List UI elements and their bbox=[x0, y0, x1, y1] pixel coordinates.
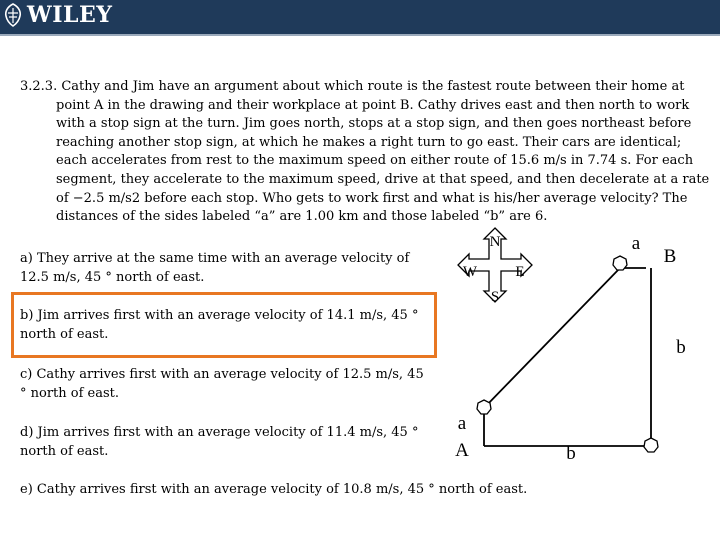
wiley-logo bbox=[2, 2, 112, 28]
cathy-route bbox=[484, 268, 651, 446]
label-point-a: A bbox=[455, 440, 469, 461]
label-point-b: B bbox=[663, 246, 677, 267]
header-divider bbox=[0, 34, 720, 36]
stop-sign-icon bbox=[477, 400, 491, 414]
stop-sign-icon bbox=[613, 256, 627, 270]
compass-west: W bbox=[462, 264, 478, 280]
compass-rose-icon bbox=[458, 228, 532, 305]
question-text: 3.2.3. Cathy and Jim have an argument about which route is the fastest route between their home at point A in the drawing and their workplace at point B. Cathy drives east and then north to work with a stop sign at the turn. Jim goes north, stops at a stop sign, and then goes northeast before reaching another stop sign, at which he makes a right turn to go east. Their cars are identical; each accelerates from rest to the maximum speed on either route of 15.6 m/s in 7.74 s. For each segment, they accelerate to the maximum speed, drive at that speed, and then decelerate at a rate of −2.5 m/s2 before each stop. Who gets to work first and what is his/her average velocity? The distances of the sides labeled “a” are 1.00 km and those labeled “b” are 6. bbox=[20, 79, 710, 225]
logo-text: WILEY bbox=[27, 2, 113, 28]
stop-sign-icon bbox=[644, 438, 658, 452]
wiley-crest-icon bbox=[2, 3, 24, 27]
option-d[interactable]: d) Jim arrives first with an average velocity of 11.4 m/s, 45 ° north of east. bbox=[20, 425, 419, 459]
option-e[interactable]: e) Cathy arrives first with an average velocity of 10.8 m/s, 45 ° north of east. bbox=[20, 482, 528, 497]
header-bar bbox=[0, 0, 720, 34]
label-a-top: a bbox=[631, 233, 641, 254]
option-a[interactable]: a) They arrive at the same time with an average velocity of 12.5 m/s, 45 ° north of east. bbox=[20, 251, 410, 285]
label-b-bottom: b bbox=[566, 443, 576, 464]
route-diagram bbox=[440, 222, 710, 467]
compass-south: S bbox=[490, 289, 500, 305]
compass-north: N bbox=[489, 234, 501, 250]
compass-east: E bbox=[515, 264, 525, 280]
answer-highlight-box bbox=[11, 292, 437, 358]
option-c[interactable]: c) Cathy arrives first with an average velocity of 12.5 m/s, 45 ° north of east. bbox=[20, 367, 424, 401]
label-a-left: a bbox=[457, 413, 467, 434]
jim-route bbox=[484, 268, 646, 408]
label-b-right: b bbox=[676, 337, 686, 358]
option-b[interactable]: b) Jim arrives first with an average velocity of 14.1 m/s, 45 ° north of east. bbox=[20, 308, 419, 342]
